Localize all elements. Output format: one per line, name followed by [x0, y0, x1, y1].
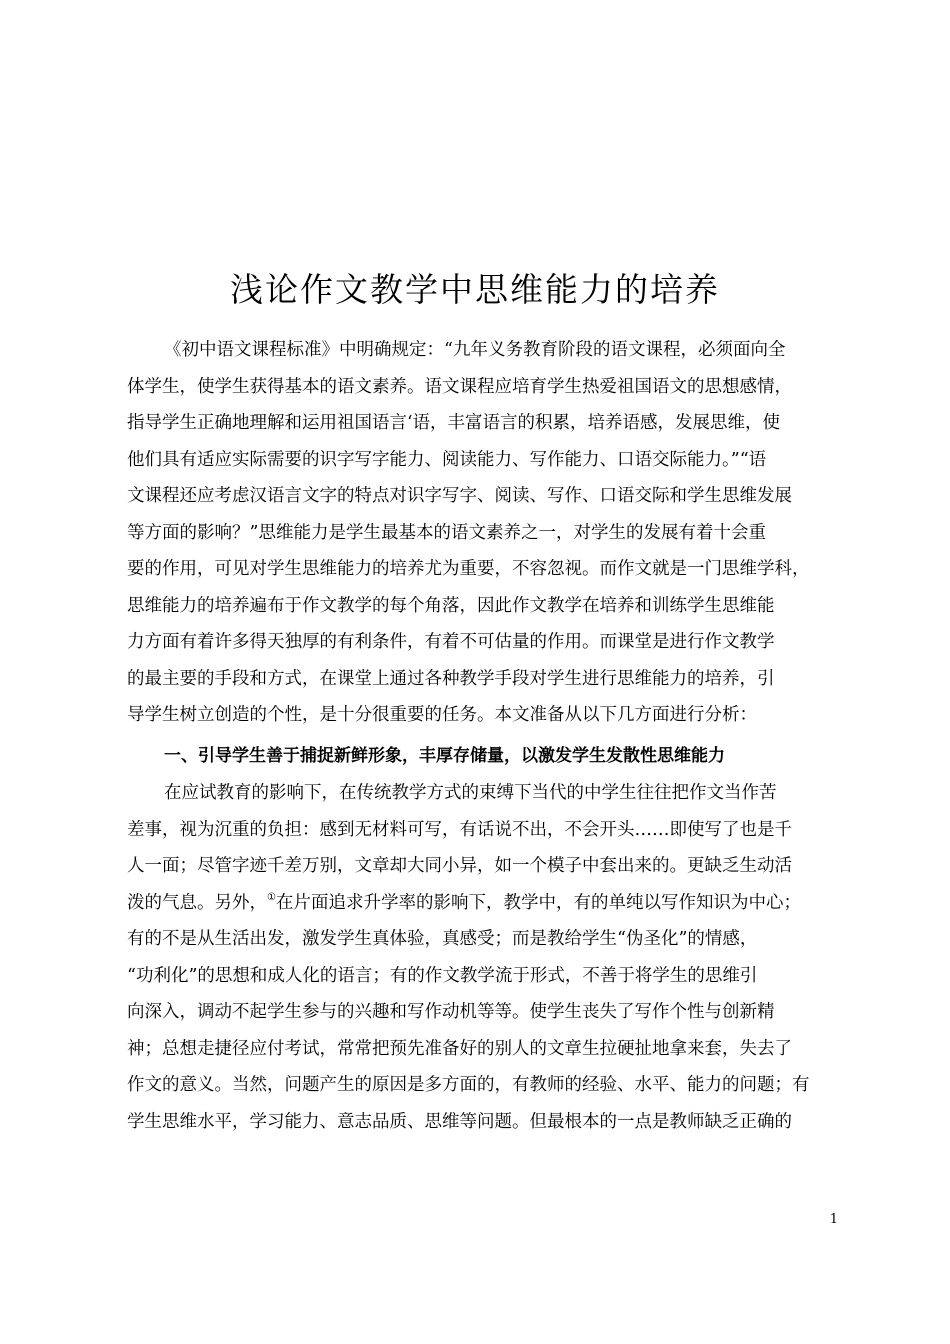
- text-line: 等方面的影响？”思维能力是学生最基本的语文素养之一，对学生的发展有着十会重: [127, 522, 766, 543]
- text-line-with-footnote: [127, 885, 827, 922]
- text-line: 有的不是从生活出发，激发学生真体验，真感受；而是教给学生“伪圣化”的情感，: [127, 929, 758, 949]
- text-line: 在应试教育的影响下，在传统教学方式的束缚下当代的中学生往往把作文当作苦: [164, 783, 777, 803]
- text-segment: 泼的气息。另外，: [127, 892, 267, 913]
- text-line: 文课程还应考虑汉语言文字的特点对识字写字、阅读、写作、口语交际和学生思维发展: [127, 486, 792, 506]
- text-line: 思维能力的培养遍布于作文教学的每个角落，因此作文教学在培养和训练学生思维能: [127, 595, 775, 616]
- paragraph-intro: [127, 332, 827, 734]
- page-number: 1: [829, 1212, 838, 1227]
- text-segment: 在片面追求升学率的影响下，教学中，有的单纯以写作知识为中心；: [275, 892, 801, 913]
- text-line: 人一面；尽管字迹千差万别，文章却大同小异，如一个模子中套出来的。更缺乏生动活: [127, 856, 792, 876]
- text-line: 导学生树立创造的个性，是十分很重要的任务。本文准备从以下几方面进行分析：: [127, 705, 757, 725]
- text-line: 《初中语文课程标准》中明确规定：“九年义务教育阶段的语文课程，必须面向全: [164, 340, 786, 360]
- text-line: “功利化”的思想和成人化的语言；有的作文教学流于形式，不善于将学生的思维引: [127, 965, 758, 986]
- text-line: 神；总想走捷径应付考试，常常把预先准备好的别人的文章生拉硬扯地拿来套，失去了: [127, 1038, 792, 1059]
- text-line: 的最主要的手段和方式，在课堂上通过各种教学手段对学生进行思维能力的培养，引: [127, 668, 775, 689]
- footnote-marker[interactable]: ①: [267, 891, 276, 903]
- section-heading: [127, 738, 827, 775]
- text-line: 力方面有着许多得天独厚的有利条件，有着不可估量的作用。而课堂是进行作文教学: [127, 632, 775, 652]
- paragraph-section-one: [127, 775, 827, 1140]
- text-line: 差事，视为沉重的负担：感到无材料可写，有话说不出，不会开头……即使写了也是千: [127, 819, 792, 840]
- document-title: 浅论作文教学中思维能力的培养: [230, 270, 720, 309]
- section-heading-text: 一、引导学生善于捕捉新鲜形象，丰厚存储量，以激发学生发散性思维能力: [164, 746, 725, 766]
- text-line: 要的作用，可见对学生思维能力的培养尤为重要，不容忽视。而作文就是一门思维学科，: [127, 559, 810, 579]
- text-line: 体学生，使学生获得基本的语文素养。语文课程应培育学生热爱祖国语文的思想感情，: [127, 376, 792, 397]
- text-line: 向深入，调动不起学生参与的兴趣和写作动机等等。使学生丧失了写作个性与创新精: [127, 1002, 775, 1022]
- text-line: 作文的意义。当然，问题产生的原因是多方面的，有教师的经验、水平、能力的问题；有: [127, 1075, 810, 1095]
- text-line: 学生思维水平，学习能力、意志品质、思维等问题。但最根本的一点是教师缺乏正确的: [127, 1111, 792, 1132]
- text-line: 他们具有适应实际需要的识字写字能力、阅读能力、写作能力、口语交际能力。”“语: [127, 449, 767, 470]
- text-line: 指导学生正确地理解和运用祖国语言‘语，丰富语言的积累，培养语感，发展思维，使: [127, 413, 781, 433]
